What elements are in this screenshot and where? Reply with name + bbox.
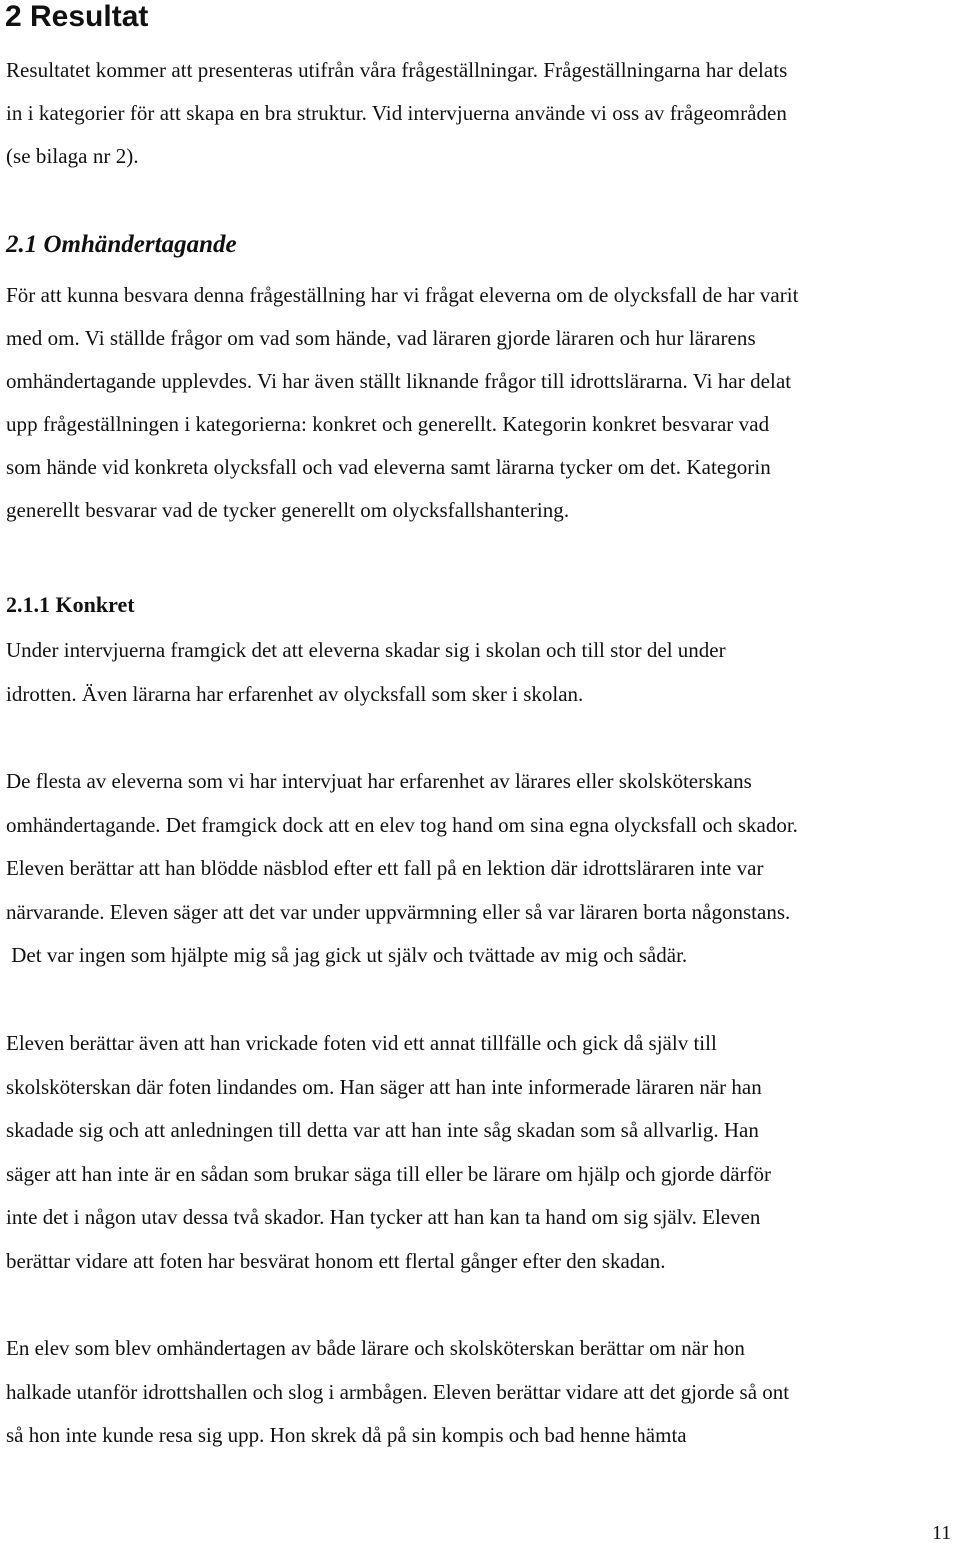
text-line: De flesta av eleverna som vi har intervjuat har erfarenhet av lärares eller skolsköterskans <box>6 769 752 793</box>
body-paragraph <box>6 1327 789 1458</box>
text-line: berättar vidare att foten har besvärat honom ett flertal gånger efter den skadan. <box>6 1248 666 1273</box>
text-line: närvarande. Eleven säger att det var under uppvärmning eller så var läraren borta någonstans. <box>6 899 791 924</box>
text-line: så hon inte kunde resa sig upp. Hon skrek då på sin kompis och bad henne hämta <box>6 1423 687 1447</box>
text-line: Eleven berättar även att han vrickade foten vid ett annat tillfälle och gick då själv till <box>6 1031 717 1055</box>
text-line: Eleven berättar att han blödde näsblod efter ett fall på en lektion där idrottsläraren inte var <box>6 856 764 880</box>
text-line: inte det i någon utav dessa två skador. Han tycker att han kan ta hand om sig själv. Eleven <box>6 1205 761 1229</box>
text-line: halkade utanför idrottshallen och slog i armbågen. Eleven berättar vidare att det gjorde så ont <box>6 1379 790 1404</box>
text-line: skadade sig och att anledningen till detta var att han inte såg skadan som så allvarlig. Han <box>6 1118 759 1142</box>
text-line: generellt besvarar vad de tycker generellt om olycksfallshantering. <box>6 498 570 522</box>
text-line: För att kunna besvara denna frågeställning har vi frågat eleverna om de olycksfall de har varit <box>6 283 799 307</box>
body-paragraph <box>6 629 726 716</box>
text-line: idrotten. Även lärarna har erfarenhet av olycksfall som sker i skolan. <box>6 681 584 706</box>
heading-konkret: 2.1.1 Konkret <box>6 592 135 617</box>
text-line: med om. Vi ställde frågor om vad som hände, vad läraren gjorde läraren och hur lärarens <box>6 326 756 350</box>
text-line: Resultatet kommer att presenteras utifrån våra frågeställningar. Frågeställningarna har delats <box>6 58 788 82</box>
text-line: som hände vid konkreta olycksfall och vad eleverna samt lärarna tycker om det. Kategorin <box>6 455 771 479</box>
text-line: omhändertagande. Det framgick dock att en elev tog hand om sina egna olycksfall och skador. <box>6 812 798 837</box>
text-line: Under intervjuerna framgick det att eleverna skadar sig i skolan och till stor del under <box>6 638 726 662</box>
page-number: 11 <box>932 1522 952 1544</box>
text-line: omhändertagande upplevdes. Vi har även ställt liknande frågor till idrottslärarna. Vi har delat <box>6 369 792 393</box>
heading-resultat: 2 Resultat <box>5 0 149 33</box>
text-line: (se bilaga nr 2). <box>6 144 139 168</box>
text-line: in i kategorier för att skapa en bra struktur. Vid intervjuerna använde vi oss av frågeområden <box>6 101 787 125</box>
text-line: skolsköterskan där foten lindandes om. Han säger att han inte informerade läraren när han <box>6 1074 762 1099</box>
heading-omhandertagande: 2.1 Omhändertagande <box>6 231 237 258</box>
section-intro-paragraph <box>6 274 799 532</box>
intro-paragraph <box>6 49 787 178</box>
text-line: upp frågeställningen i kategorierna: konkret och generellt. Kategorin konkret besvarar vad <box>6 412 770 436</box>
quote-line: Det var ingen som hjälpte mig så jag gick ut själv och tvättade av mig och sådär. <box>6 943 693 967</box>
text-line: En elev som blev omhändertagen av både lärare och skolsköterskan berättar om när hon <box>6 1336 745 1360</box>
body-paragraph <box>6 760 798 978</box>
text-line: säger att han inte är en sådan som brukar säga till eller be lärare om hjälp och gjorde därför <box>6 1161 772 1186</box>
body-paragraph <box>6 1022 771 1283</box>
